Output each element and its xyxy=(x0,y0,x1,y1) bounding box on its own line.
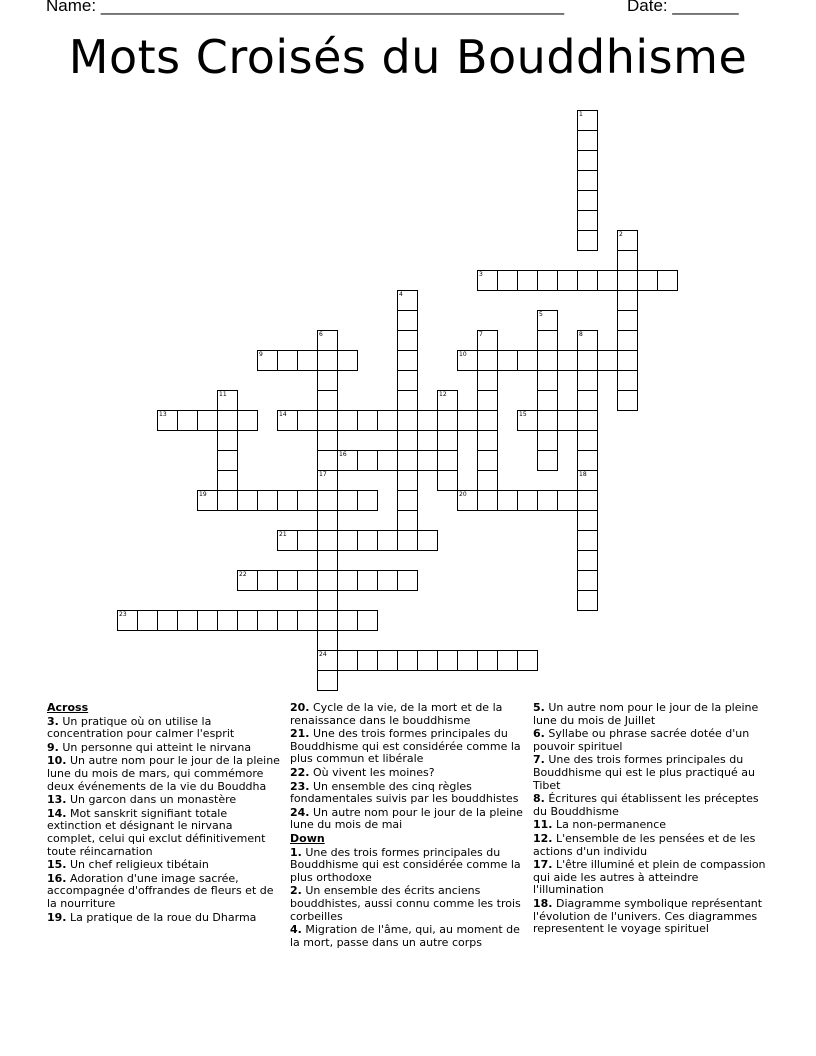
grid-cell[interactable] xyxy=(577,270,598,291)
clue-number: 22 xyxy=(239,571,247,578)
clue-across-9: 9. Un personne qui atteint le nirvana xyxy=(47,740,252,754)
clue-number: 11 xyxy=(219,391,227,398)
clue-number: 21 xyxy=(279,531,287,538)
clue-number: 20 xyxy=(459,491,467,498)
clue-number: 23 xyxy=(119,611,127,618)
grid-cell[interactable] xyxy=(657,270,678,291)
grid-cell[interactable] xyxy=(577,170,598,191)
clue-down-17: 17. L'être illuminé et plein de compassion qui aide les autres à atteindre l'illumination xyxy=(533,858,766,897)
clue-number: 5 xyxy=(539,311,543,318)
clue-across-3: 3. Un pratique où on utilise la concentration pour calmer l'esprit xyxy=(47,714,235,741)
clue-down-1: 1. Une des trois formes principales du Bouddhisme qui est considérée comme la plus orthodoxe xyxy=(290,845,521,884)
grid-cell[interactable] xyxy=(317,650,338,671)
clue-down-4: 4. Migration de l'âme, qui, au moment de la mort, passe dans un autre corps xyxy=(290,923,520,949)
clue-across-14: 14. Mot sanskrit signifiant totale extinction et désignant le nirvana complet, celui qui exclut définitivement toute réincarnation xyxy=(47,806,266,858)
clue-number: 14 xyxy=(279,411,287,418)
grid-cell[interactable] xyxy=(417,410,438,431)
grid-cell[interactable] xyxy=(197,410,218,431)
grid-cell[interactable] xyxy=(317,330,338,351)
grid-cell[interactable] xyxy=(377,410,398,431)
grid-cell[interactable] xyxy=(257,350,278,371)
clue-column-2 xyxy=(290,702,526,950)
grid-cell[interactable] xyxy=(197,610,218,631)
grid-cell[interactable] xyxy=(577,350,598,371)
grid-cell[interactable] xyxy=(397,530,418,551)
grid-cell[interactable] xyxy=(577,530,598,551)
grid-cell[interactable] xyxy=(457,350,478,371)
grid-cell[interactable] xyxy=(617,390,638,411)
grid-cell[interactable] xyxy=(337,610,358,631)
clue-column-3 xyxy=(533,702,769,937)
clue-across-19: 19. La pratique de la roue du Dharma xyxy=(47,910,257,924)
grid-cell[interactable] xyxy=(577,590,598,611)
grid-cell[interactable] xyxy=(397,450,418,471)
grid-cell[interactable] xyxy=(377,450,398,471)
grid-cell[interactable] xyxy=(617,310,638,331)
grid-cell[interactable] xyxy=(397,290,418,311)
grid-cell[interactable] xyxy=(537,450,558,471)
grid-cell[interactable] xyxy=(217,490,238,511)
grid-cell[interactable] xyxy=(477,390,498,411)
grid-cell[interactable] xyxy=(537,490,558,511)
clue-number: 15 xyxy=(519,411,527,418)
clue-number: 12 xyxy=(439,391,447,398)
clue-across-24: 24. Un autre nom pour le jour de la pleine lune du mois de mai xyxy=(290,805,523,832)
grid-cell[interactable] xyxy=(397,510,418,531)
grid-cell[interactable] xyxy=(577,110,598,131)
grid-cell[interactable] xyxy=(337,530,358,551)
clue-across-16: 16. Adoration d'une image sacrée, accompagnée d'offrandes de fleurs et de la nourriture xyxy=(47,871,274,910)
grid-cell[interactable] xyxy=(537,370,558,391)
grid-cell[interactable] xyxy=(537,410,558,431)
grid-cell[interactable] xyxy=(277,350,298,371)
down-heading: Down xyxy=(290,831,325,845)
grid-cell[interactable] xyxy=(617,330,638,351)
grid-cell[interactable] xyxy=(317,390,338,411)
across-heading: Across xyxy=(47,701,89,714)
grid-cell[interactable] xyxy=(477,650,498,671)
clue-number: 18 xyxy=(579,471,587,478)
grid-cell[interactable] xyxy=(277,410,298,431)
grid-cell[interactable] xyxy=(437,430,458,451)
grid-cell[interactable] xyxy=(577,390,598,411)
clue-number: 2 xyxy=(619,231,623,238)
grid-cell[interactable] xyxy=(317,550,338,571)
grid-cell[interactable] xyxy=(297,350,318,371)
grid-cell[interactable] xyxy=(377,650,398,671)
grid-cell[interactable] xyxy=(397,570,418,591)
grid-cell[interactable] xyxy=(477,330,498,351)
grid-cell[interactable] xyxy=(537,270,558,291)
grid-cell[interactable] xyxy=(477,410,498,431)
grid-cell[interactable] xyxy=(437,410,458,431)
grid-cell[interactable] xyxy=(497,490,518,511)
clue-down-18: 18. Diagramme symbolique représentant l'évolution de l'univers. Ces diagrammes representent le voyage spirituel xyxy=(533,896,763,936)
grid-cell[interactable] xyxy=(317,350,338,371)
grid-cell[interactable] xyxy=(197,490,218,511)
grid-cell[interactable] xyxy=(317,630,338,651)
grid-cell[interactable] xyxy=(297,530,318,551)
grid-cell[interactable] xyxy=(397,390,418,411)
grid-cell[interactable] xyxy=(537,350,558,371)
grid-cell[interactable] xyxy=(397,370,418,391)
grid-cell[interactable] xyxy=(577,330,598,351)
clue-number: 8 xyxy=(579,331,583,338)
grid-cell[interactable] xyxy=(357,610,378,631)
grid-cell[interactable] xyxy=(337,570,358,591)
grid-cell[interactable] xyxy=(337,410,358,431)
grid-cell[interactable] xyxy=(477,450,498,471)
grid-cell[interactable] xyxy=(577,430,598,451)
grid-cell[interactable] xyxy=(177,610,198,631)
grid-cell[interactable] xyxy=(577,470,598,491)
grid-cell[interactable] xyxy=(317,570,338,591)
grid-cell[interactable] xyxy=(257,610,278,631)
clue-down-8: 8. Écritures qui établissent les préceptes du Bouddhisme xyxy=(533,792,759,818)
grid-cell[interactable] xyxy=(317,530,338,551)
grid-cell[interactable] xyxy=(337,450,358,471)
grid-cell[interactable] xyxy=(177,410,198,431)
grid-cell[interactable] xyxy=(637,270,658,291)
clue-down-5: 5. Un autre nom pour le jour de la pleine lune du mois de Juillet xyxy=(533,701,759,727)
grid-cell[interactable] xyxy=(617,350,638,371)
grid-cell[interactable] xyxy=(277,530,298,551)
grid-cell[interactable] xyxy=(217,390,238,411)
grid-cell[interactable] xyxy=(477,490,498,511)
grid-cell[interactable] xyxy=(297,410,318,431)
grid-cell[interactable] xyxy=(477,370,498,391)
grid-cell[interactable] xyxy=(317,610,338,631)
grid-cell[interactable] xyxy=(617,270,638,291)
grid-cell[interactable] xyxy=(237,410,258,431)
grid-cell[interactable] xyxy=(577,370,598,391)
clue-number: 17 xyxy=(319,471,327,478)
grid-cell[interactable] xyxy=(577,210,598,231)
grid-cell[interactable] xyxy=(577,230,598,251)
page-title: Mots Croisés du Bouddhisme xyxy=(68,30,748,84)
clue-number: 16 xyxy=(339,451,347,458)
grid-cell[interactable] xyxy=(397,350,418,371)
grid-cell[interactable] xyxy=(477,430,498,451)
grid-cell[interactable] xyxy=(537,430,558,451)
grid-cell[interactable] xyxy=(277,490,298,511)
grid-cell[interactable] xyxy=(357,450,378,471)
grid-cell[interactable] xyxy=(397,410,418,431)
grid-cell[interactable] xyxy=(457,410,478,431)
clue-number: 24 xyxy=(319,651,327,658)
grid-cell[interactable] xyxy=(317,450,338,471)
grid-cell[interactable] xyxy=(617,250,638,271)
clue-number: 9 xyxy=(259,351,263,358)
grid-cell[interactable] xyxy=(337,490,358,511)
grid-cell[interactable] xyxy=(577,130,598,151)
grid-cell[interactable] xyxy=(317,370,338,391)
clue-down-6: 6. Syllabe ou phrase sacrée dotée d'un pouvoir spirituel xyxy=(533,727,750,753)
grid-cell[interactable] xyxy=(357,650,378,671)
grid-cell[interactable] xyxy=(497,650,518,671)
grid-cell[interactable] xyxy=(577,450,598,471)
grid-cell[interactable] xyxy=(357,490,378,511)
grid-cell[interactable] xyxy=(277,570,298,591)
clue-across-22: 22. Où vivent les moines? xyxy=(290,765,435,779)
grid-cell[interactable] xyxy=(457,650,478,671)
grid-cell[interactable] xyxy=(417,450,438,471)
grid-cell[interactable] xyxy=(577,490,598,511)
clue-column-1 xyxy=(47,702,283,925)
grid-cell[interactable] xyxy=(437,390,458,411)
grid-cell[interactable] xyxy=(577,570,598,591)
grid-cell[interactable] xyxy=(357,530,378,551)
grid-cell[interactable] xyxy=(577,150,598,171)
grid-cell[interactable] xyxy=(437,450,458,471)
grid-cell[interactable] xyxy=(217,450,238,471)
grid-cell[interactable] xyxy=(317,410,338,431)
grid-cell[interactable] xyxy=(297,570,318,591)
clue-number: 3 xyxy=(479,271,483,278)
grid-cell[interactable] xyxy=(517,410,538,431)
grid-cell[interactable] xyxy=(217,610,238,631)
grid-cell[interactable] xyxy=(397,470,418,491)
grid-cell[interactable] xyxy=(137,610,158,631)
grid-cell[interactable] xyxy=(317,590,338,611)
grid-cell[interactable] xyxy=(417,530,438,551)
grid-cell[interactable] xyxy=(537,330,558,351)
clue-down-11: 11. La non-permanence xyxy=(533,818,667,832)
grid-cell[interactable] xyxy=(317,670,338,691)
grid-cell[interactable] xyxy=(257,570,278,591)
grid-cell[interactable] xyxy=(457,490,478,511)
grid-cell[interactable] xyxy=(577,410,598,431)
name-label: Name: xyxy=(46,0,97,15)
clue-across-13: 13. Un garcon dans un monastère xyxy=(47,793,237,807)
grid-cell[interactable] xyxy=(477,350,498,371)
grid-cell[interactable] xyxy=(377,570,398,591)
clue-across-15: 15. Un chef religieux tibétain xyxy=(47,858,209,872)
clue-across-21: 21. Une des trois formes principales du Bouddhisme qui est considérée comme la plus commun et libérale xyxy=(290,727,521,766)
grid-cell[interactable] xyxy=(577,190,598,211)
grid-cell[interactable] xyxy=(317,430,338,451)
grid-cell[interactable] xyxy=(537,390,558,411)
clue-number: 1 xyxy=(579,111,583,118)
grid-cell[interactable] xyxy=(377,530,398,551)
grid-cell[interactable] xyxy=(237,570,258,591)
grid-cell[interactable] xyxy=(557,350,578,371)
grid-cell[interactable] xyxy=(597,270,618,291)
grid-cell[interactable] xyxy=(577,550,598,571)
clue-number: 7 xyxy=(479,331,483,338)
grid-cell[interactable] xyxy=(217,430,238,451)
grid-cell[interactable] xyxy=(297,610,318,631)
clue-number: 13 xyxy=(159,411,167,418)
grid-cell[interactable] xyxy=(357,570,378,591)
grid-cell[interactable] xyxy=(497,270,518,291)
grid-cell[interactable] xyxy=(317,490,338,511)
grid-cell[interactable] xyxy=(537,310,558,331)
grid-cell[interactable] xyxy=(337,350,358,371)
clue-across-20: 20. Cycle de la vie, de la mort et de la renaissance dans le bouddhisme xyxy=(290,701,503,727)
grid-cell[interactable] xyxy=(497,350,518,371)
grid-cell[interactable] xyxy=(337,650,358,671)
date-line: _______ xyxy=(672,0,739,15)
grid-cell[interactable] xyxy=(397,330,418,351)
grid-cell[interactable] xyxy=(617,290,638,311)
grid-cell[interactable] xyxy=(257,490,278,511)
grid-cell[interactable] xyxy=(157,610,178,631)
clue-number: 10 xyxy=(459,351,467,358)
clue-across-23: 23. Un ensemble des cinq règles fondamentales suivis par les bouddhistes xyxy=(290,779,519,806)
clue-number: 6 xyxy=(319,331,323,338)
clue-down-2: 2. Un ensemble des écrits anciens bouddhistes, aussi connu comme les trois corbeilles xyxy=(290,884,521,923)
grid-cell[interactable] xyxy=(277,610,298,631)
name-line: _________________________________________________ xyxy=(100,0,565,15)
grid-cell[interactable] xyxy=(617,230,638,251)
grid-cell[interactable] xyxy=(297,490,318,511)
grid-cell[interactable] xyxy=(477,470,498,491)
grid-cell[interactable] xyxy=(557,490,578,511)
grid-cell[interactable] xyxy=(397,650,418,671)
grid-cell[interactable] xyxy=(577,510,598,531)
grid-cell[interactable] xyxy=(597,350,618,371)
grid-cell[interactable] xyxy=(477,270,498,291)
grid-cell[interactable] xyxy=(237,610,258,631)
grid-cell[interactable] xyxy=(357,410,378,431)
grid-cell[interactable] xyxy=(437,650,458,671)
grid-cell[interactable] xyxy=(517,350,538,371)
grid-cell[interactable] xyxy=(417,650,438,671)
grid-cell[interactable] xyxy=(157,410,178,431)
clue-down-12: 12. L'ensemble de les pensées et de les actions d'un individu xyxy=(533,831,756,858)
grid-cell[interactable] xyxy=(517,270,538,291)
clue-number: 4 xyxy=(399,291,403,298)
grid-cell[interactable] xyxy=(237,490,258,511)
grid-cell[interactable] xyxy=(317,470,338,491)
clue-number: 19 xyxy=(199,491,207,498)
clue-down-7: 7. Une des trois formes principales du Bouddhisme qui est le plus practiqué au Tibet xyxy=(533,753,755,792)
grid-cell[interactable] xyxy=(557,410,578,431)
grid-cell[interactable] xyxy=(557,270,578,291)
grid-cell[interactable] xyxy=(317,510,338,531)
grid-cell[interactable] xyxy=(217,410,238,431)
grid-cell[interactable] xyxy=(517,650,538,671)
date-label: Date: xyxy=(627,0,668,15)
grid-cell[interactable] xyxy=(397,310,418,331)
grid-cell[interactable] xyxy=(217,470,238,491)
grid-cell[interactable] xyxy=(517,490,538,511)
grid-cell[interactable] xyxy=(117,610,138,631)
grid-cell[interactable] xyxy=(397,430,418,451)
clue-across-10: 10. Un autre nom pour le jour de la pleine lune du mois de mars, qui commémore deux événements de la vie du Bouddha xyxy=(47,754,280,793)
grid-cell[interactable] xyxy=(437,470,458,491)
grid-cell[interactable] xyxy=(617,370,638,391)
grid-cell[interactable] xyxy=(397,490,418,511)
